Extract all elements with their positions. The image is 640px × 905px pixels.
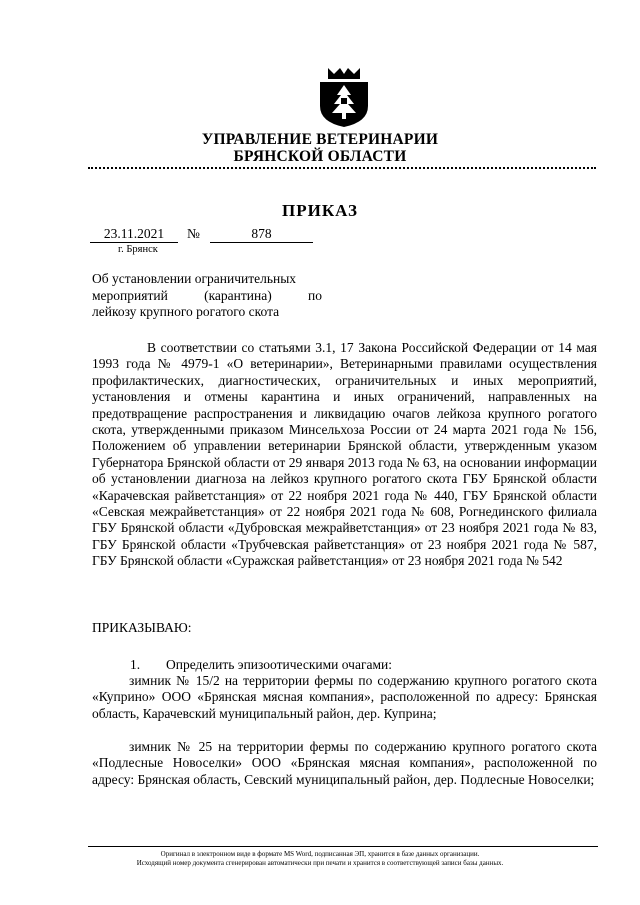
body-paragraph: зимник № 15/2 на территории фермы по содержанию крупного рогатого скота «Куприно» ООО «Брянская мясная компания», расположенной по адресу: Брянская область, Карачевский муниципальный район, дер. Куприна; xyxy=(92,673,597,721)
coat-of-arms-icon xyxy=(314,60,374,128)
organization-name-line2: БРЯНСКОЙ ОБЛАСТИ xyxy=(233,148,407,165)
list-item-text: Определить эпизоотическими очагами: xyxy=(166,657,392,672)
subject-line: мероприятий (карантина) по xyxy=(92,287,322,303)
body-paragraph: зимник № 25 на территории фермы по содержанию крупного рогатого скота «Подлесные Новоселки» ООО «Брянская мясная компания», расположенной по адресу: Брянская область, Севский муниципальный район, дер. Подлесные Новоселки; xyxy=(92,739,597,787)
footer-note-line1: Оригинал в электронном виде в формате MS Word, подписанная ЭП, хранится в базе данных организации. xyxy=(160,850,480,858)
preamble-paragraph: В соответствии со статьями 3.1, 17 Закона Российской Федерации от 14 мая 1993 года № 4979-1 «О ветеринарии», Ветеринарными правилами осуществления профилактических, диагностических, ограничительных и иных мероприятий, установления и отмены карантина и иных ограничений, направленных на предотвращение распространения и ликвидацию очагов лейкоза крупного рогатого скота, утвержденными приказом Минсельхоза России от 24 марта 2021 года № 156, Положением об управлении ветеринарии Брянской области, утвержденным указом Губернатора Брянской области от 29 января 2013 года № 63, на основании информации об установлении диагноза на лейкоз крупного рогатого скота ГБУ Брянской области «Карачевская райветстанция» от 22 ноября 2021 года № 440, ГБУ Брянской области «Севская межрайветстанция» от 22 ноября 2021 года № 608, Рогнединского филиала ГБУ Брянской области «Дубровская межрайветстанция» от 23 ноября 2021 года № 83, ГБУ Брянской области «Трубчевская райветстанция» от 23 ноября 2021 года № 587, ГБУ Брянской области «Суражская райветстанция» от 23 ноября 2021 года № 542 xyxy=(92,340,597,569)
document-number: 878 xyxy=(210,226,313,243)
footer-note-line2: Исходящий номер документа сгенерирован автоматически при печати и хранится в соответствующей записи базы данных. xyxy=(136,859,504,867)
list-item-number: 1. xyxy=(130,657,141,672)
footer-divider xyxy=(88,846,598,847)
document-subject xyxy=(92,271,322,321)
list-item xyxy=(130,657,392,673)
organization-name-line1: УПРАВЛЕНИЕ ВЕТЕРИНАРИИ xyxy=(201,131,439,148)
document-title: ПРИКАЗ xyxy=(282,201,358,220)
document-date: 23.11.2021 xyxy=(90,226,178,243)
subject-line: лейкозу крупного рогатого скота xyxy=(92,304,280,319)
document-city: г. Брянск xyxy=(118,244,158,255)
header-divider xyxy=(88,167,596,169)
order-word: ПРИКАЗЫВАЮ: xyxy=(92,620,192,635)
subject-line: Об установлении ограничительных xyxy=(92,271,297,286)
number-sign: № xyxy=(187,226,200,241)
